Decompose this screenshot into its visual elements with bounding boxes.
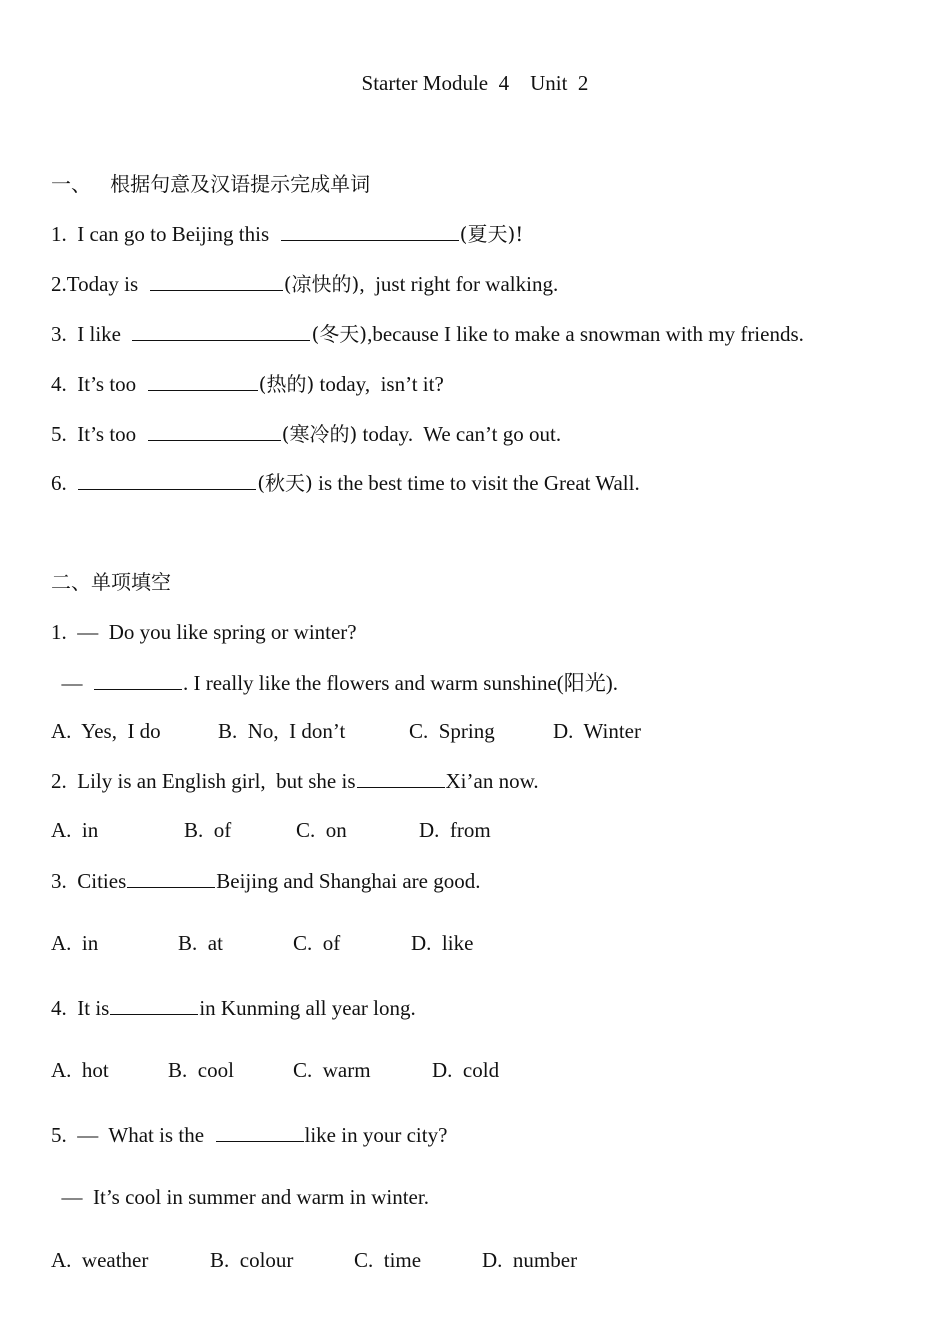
section2-heading: 二、单项填空 [51, 570, 171, 594]
q4-question: 4. It is in Kunming all year long. [51, 996, 416, 1020]
answer-blank[interactable] [216, 1121, 304, 1142]
q5-option-d[interactable]: D. number [482, 1248, 578, 1272]
s1-item-4: 4. It’s too (热的) today, isn’t it? [51, 372, 444, 396]
page-title: Starter Module 4 Unit 2 [361, 71, 589, 95]
q3-question: 3. Cities Beijing and Shanghai are good. [51, 869, 481, 893]
answer-blank[interactable] [78, 469, 256, 490]
answer-blank[interactable] [110, 994, 198, 1015]
s1-item-6: 6. (秋天) is the best time to visit the Great Wall. [51, 471, 640, 495]
q2-question: 2. Lily is an English girl, but she is Xi’an now. [51, 769, 539, 793]
q2-option-b[interactable]: B. of [184, 818, 232, 842]
q2-option-c[interactable]: C. on [296, 818, 347, 842]
q5-option-a[interactable]: A. weather [51, 1248, 149, 1272]
q1-option-c[interactable]: C. Spring [409, 719, 495, 743]
answer-blank[interactable] [127, 867, 215, 888]
answer-blank[interactable] [148, 420, 281, 441]
q5-option-b[interactable]: B. colour [210, 1248, 294, 1272]
answer-blank[interactable] [281, 220, 459, 241]
q4-option-b[interactable]: B. cool [168, 1058, 234, 1082]
q5-option-c[interactable]: C. time [354, 1248, 422, 1272]
answer-blank[interactable] [132, 320, 310, 341]
q1-option-d[interactable]: D. Winter [553, 719, 641, 743]
q1-question: 1. — Do you like spring or winter? [51, 620, 357, 644]
answer-blank[interactable] [148, 370, 258, 391]
answer-blank[interactable] [150, 270, 283, 291]
q3-option-b[interactable]: B. at [178, 931, 223, 955]
q5-question: 5. — What is the like in your city? [51, 1123, 448, 1147]
q3-option-a[interactable]: A. in [51, 931, 99, 955]
s1-item-2: 2.Today is (凉快的), just right for walking. [51, 272, 559, 296]
answer-blank[interactable] [94, 669, 182, 690]
q3-option-d[interactable]: D. like [411, 931, 474, 955]
section1-heading: 一、 根据句意及汉语提示完成单词 [51, 172, 371, 196]
s1-item-5: 5. It’s too (寒冷的) today. We can’t go out. [51, 422, 562, 446]
q1-option-b[interactable]: B. No, I don’t [218, 719, 346, 743]
q4-option-a[interactable]: A. hot [51, 1058, 109, 1082]
q4-option-d[interactable]: D. cold [432, 1058, 500, 1082]
q2-option-a[interactable]: A. in [51, 818, 99, 842]
s1-item-1: 1. I can go to Beijing this (夏天)! [51, 222, 524, 246]
answer-blank[interactable] [357, 767, 445, 788]
q1-option-a[interactable]: A. Yes, I do [51, 719, 161, 743]
q3-option-c[interactable]: C. of [293, 931, 341, 955]
q2-option-d[interactable]: D. from [419, 818, 491, 842]
s1-item-3: 3. I like (冬天),because I like to make a snowman with my friends. [51, 322, 804, 346]
q4-option-c[interactable]: C. warm [293, 1058, 371, 1082]
q5-answer-line: — It’s cool in summer and warm in winter. [51, 1185, 429, 1209]
q1-answer-line: — . I really like the flowers and warm sunshine(阳光). [51, 671, 619, 695]
